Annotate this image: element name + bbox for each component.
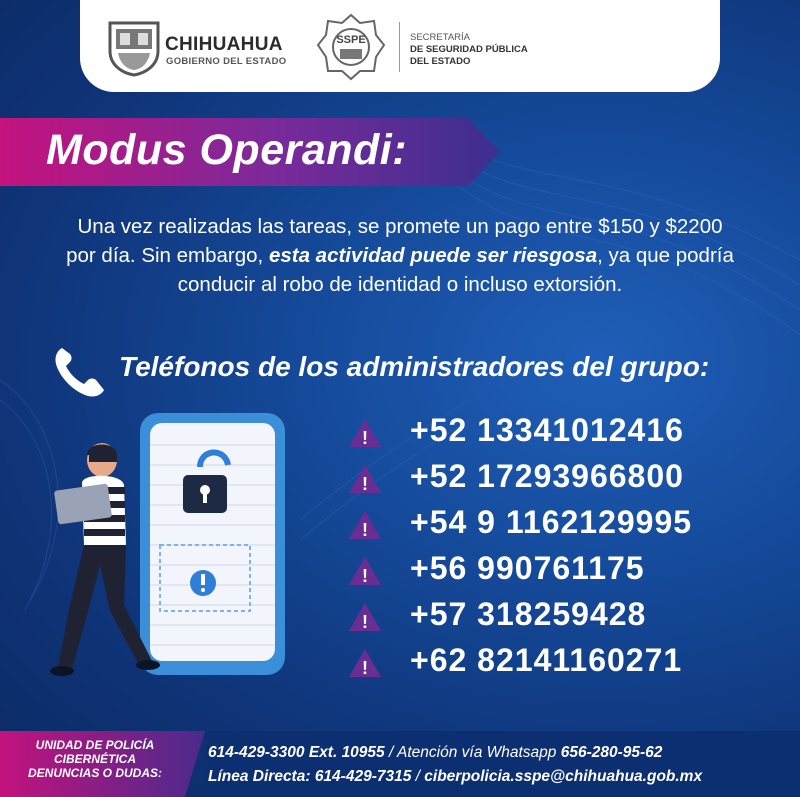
list-item [348,504,768,544]
footer-whatsapp-number: 656-280-95-62 [560,744,663,761]
sspe-badge-icon [316,13,386,81]
description-part1: Una vez realizadas las tareas, se promete un pago entre $150 y $2200 por día. Sin embargo, [66,215,723,267]
phones-title: Teléfonos de los administradores del grupo: [119,351,710,382]
footer-whatsapp-label: / Atención vía Whatsapp [384,744,561,761]
footer-direct-label: Línea Directa: [208,768,315,785]
list-item [348,458,768,498]
footer-contact-line2 [208,768,702,786]
phone-number: +57 318259428 [410,596,647,632]
phone-number: +62 82141160271 [410,642,683,678]
list-item [348,412,768,452]
secretaria-line1: SECRETARÍA [410,32,471,43]
footer-contact-line1 [208,744,662,762]
secretaria-line3: DEL ESTADO [410,56,471,67]
footer-unit-line3: DENUNCIAS O DUDAS: [27,766,162,780]
phone-number: +56 990761175 [410,550,645,586]
badge-text: SSPE [336,34,366,46]
phone-number: +54 9 1162129995 [410,504,693,540]
secretaria-line2: DE SEGURIDAD PÚBLICA [410,44,528,55]
warning-icon [348,464,382,494]
state-seal-icon [104,17,164,77]
phone-number: +52 13341012416 [410,412,684,448]
svg-text:!: ! [362,474,368,494]
svg-text:!: ! [362,612,368,632]
footer-unit-line2: CIBERNÉTICA [53,752,136,766]
list-item [348,596,768,636]
list-item [348,550,768,590]
svg-text:!: ! [362,566,368,586]
phone-icon [52,344,110,400]
footer-email-sep: / [411,768,425,785]
footer-unit-line1: UNIDAD DE POLICÍA [35,738,155,752]
footer-unit-label [10,738,180,780]
footer-direct-number: 614-429-7315 [314,768,412,785]
footer-phone-main: 614-429-3300 Ext. 10955 [208,744,385,761]
banner-title: Modus Operandi: [46,126,408,174]
footer-email: ciberpolicia.sspe@chihuahua.gob.mx [424,768,703,785]
svg-text:!: ! [362,428,368,448]
svg-text:!: ! [362,520,368,540]
list-item [348,642,768,682]
svg-text:!: ! [362,658,368,678]
header-divider [399,22,400,72]
warning-icon [348,418,382,448]
warning-icon [348,556,382,586]
footer-contact-bg [205,731,800,797]
warning-icon [348,602,382,632]
description-text [60,212,740,299]
description-bold: esta actividad puede ser riesgosa [268,244,598,267]
gov-subtitle: GOBIERNO DEL ESTADO [166,56,287,67]
gov-title: CHIHUAHUA [165,34,283,55]
description-part2: , ya que podría conducir al robo de identidad o incluso extorsión. [177,244,734,296]
warning-icon [348,510,382,540]
thief-illustration [40,405,330,685]
warning-icon [348,648,382,678]
phone-number: +52 17293966800 [410,458,684,494]
